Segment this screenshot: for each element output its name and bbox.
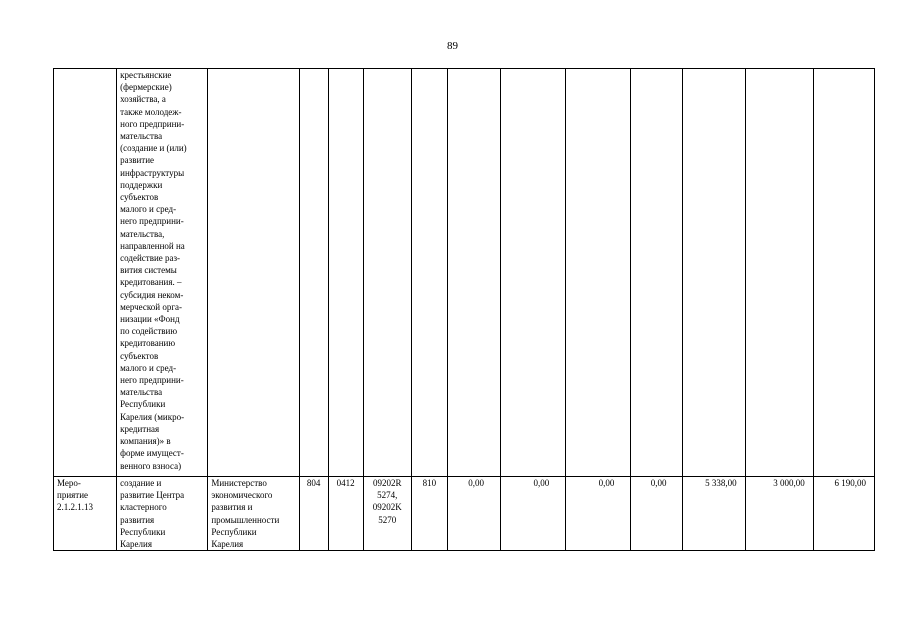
executor-cell: Министерство экономического развития и промышленности Республики Карелия — [208, 477, 299, 551]
value-cell-2: 0,00 — [501, 477, 566, 551]
rzpr-cell — [328, 69, 363, 477]
value-cell-6: 3 000,00 — [745, 477, 813, 551]
executor-cell — [208, 69, 299, 477]
value-cell-7 — [813, 69, 874, 477]
page-number: 89 — [447, 40, 458, 52]
value-cell-6 — [745, 69, 813, 477]
csr-cell — [363, 69, 411, 477]
value-cell-5: 5 338,00 — [683, 477, 745, 551]
value-cell-2 — [501, 69, 566, 477]
csr-cell: 09202R 5274, 09202K 5270 — [363, 477, 411, 551]
value-cell-7: 6 190,00 — [813, 477, 874, 551]
value-cell-1 — [447, 69, 500, 477]
measure-name-cell: Меро- приятие 2.1.2.1.13 — [54, 477, 117, 551]
measure-description-cell: создание и развитие Центра кластерного развития Республики Карелия — [117, 477, 208, 551]
rzpr-cell: 0412 — [328, 477, 363, 551]
table-row — [54, 477, 875, 551]
vr-cell — [411, 69, 447, 477]
grbs-cell — [299, 69, 328, 477]
vr-cell: 810 — [411, 477, 447, 551]
budget-table — [53, 68, 875, 551]
value-cell-5 — [683, 69, 745, 477]
value-cell-1: 0,00 — [447, 477, 500, 551]
grbs-cell: 804 — [299, 477, 328, 551]
measure-name-cell — [54, 69, 117, 477]
table-row — [54, 69, 875, 477]
value-cell-3: 0,00 — [566, 477, 631, 551]
value-cell-4: 0,00 — [631, 477, 683, 551]
measure-description-cell: крестьянские (фермерские) хозяйства, а также молодеж- ного предприни- мательства (создание и (или) развитие инфраструктуры поддержки субъектов малого и сред- него предприни- мательства, направленной на содействие раз- вития системы кредитования. – субсидия неком- мерческой орга- низации «Фонд по содействию кредитованию субъектов малого и сред- него предприни- мательства Республики Карелия (микро- кредитная компания)» в форме имущест- венного взноса) — [117, 69, 208, 477]
value-cell-4 — [631, 69, 683, 477]
value-cell-3 — [566, 69, 631, 477]
